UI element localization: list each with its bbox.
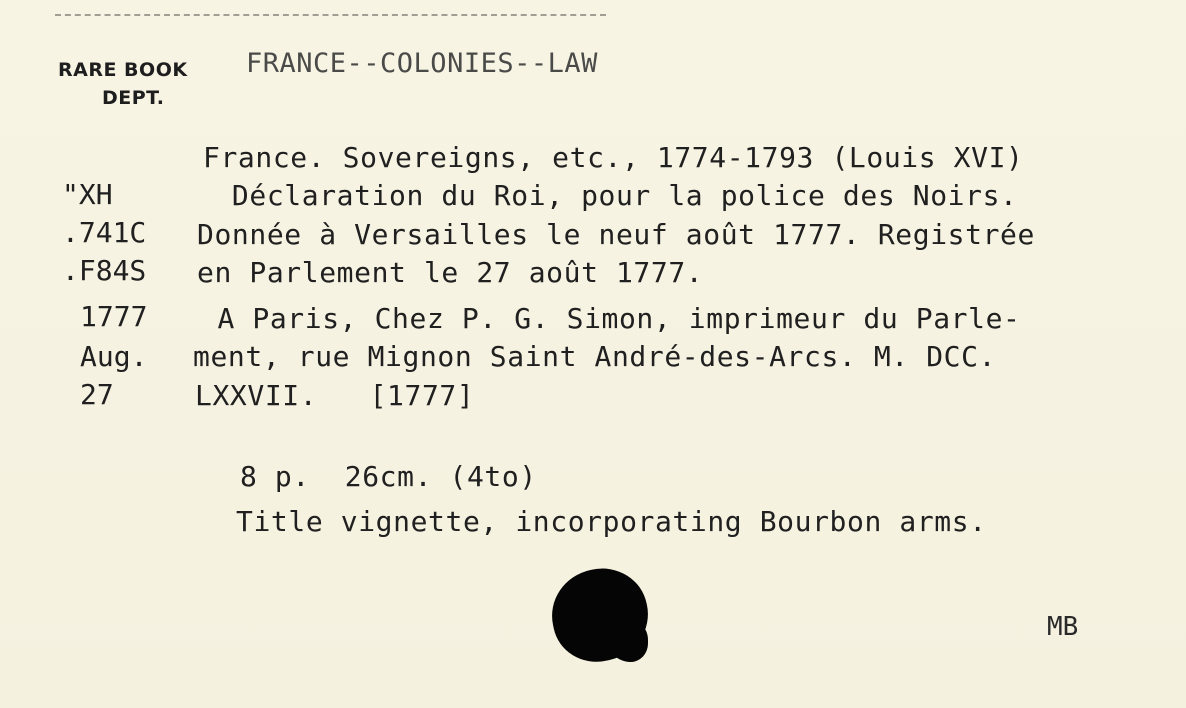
cataloger-initials: MB — [1047, 612, 1079, 642]
top-dashed-rule — [55, 14, 606, 16]
collation-line: Title vignette, incorporating Bourbon arms. — [236, 505, 987, 538]
subject-heading: FRANCE--COLONIES--LAW — [246, 48, 598, 79]
call-number-line: Aug. — [80, 340, 148, 373]
stamp-line-1: RARE BOOK — [58, 59, 188, 81]
entry-line: Donnée à Versailles le neuf août 1777. Registrée — [197, 218, 1035, 251]
entry-line: en Parlement le 27 août 1777. — [197, 256, 704, 289]
call-number-line: .F84S — [62, 254, 147, 287]
call-number-line: .741C — [62, 216, 147, 249]
stamp-line-2: DEPT. — [102, 87, 165, 109]
call-number-line: 27 — [80, 378, 114, 411]
call-number-line: "XH — [62, 178, 113, 211]
entry-line: France. Sovereigns, etc., 1774-1793 (Louis XVI) — [203, 141, 1024, 174]
entry-line: Déclaration du Roi, pour la police des Noirs. — [197, 179, 1018, 212]
rare-book-dept-stamp — [58, 56, 188, 112]
call-number-line: 1777 — [80, 300, 148, 333]
entry-line: LXXVII. [1777] — [195, 379, 475, 412]
collation-line: 8 p. 26cm. (4to) — [240, 460, 537, 493]
entry-line: A Paris, Chez P. G. Simon, imprimeur du Parle- — [200, 302, 1021, 335]
entry-line: ment, rue Mignon Saint André-des-Arcs. M. DCC. — [193, 340, 997, 373]
